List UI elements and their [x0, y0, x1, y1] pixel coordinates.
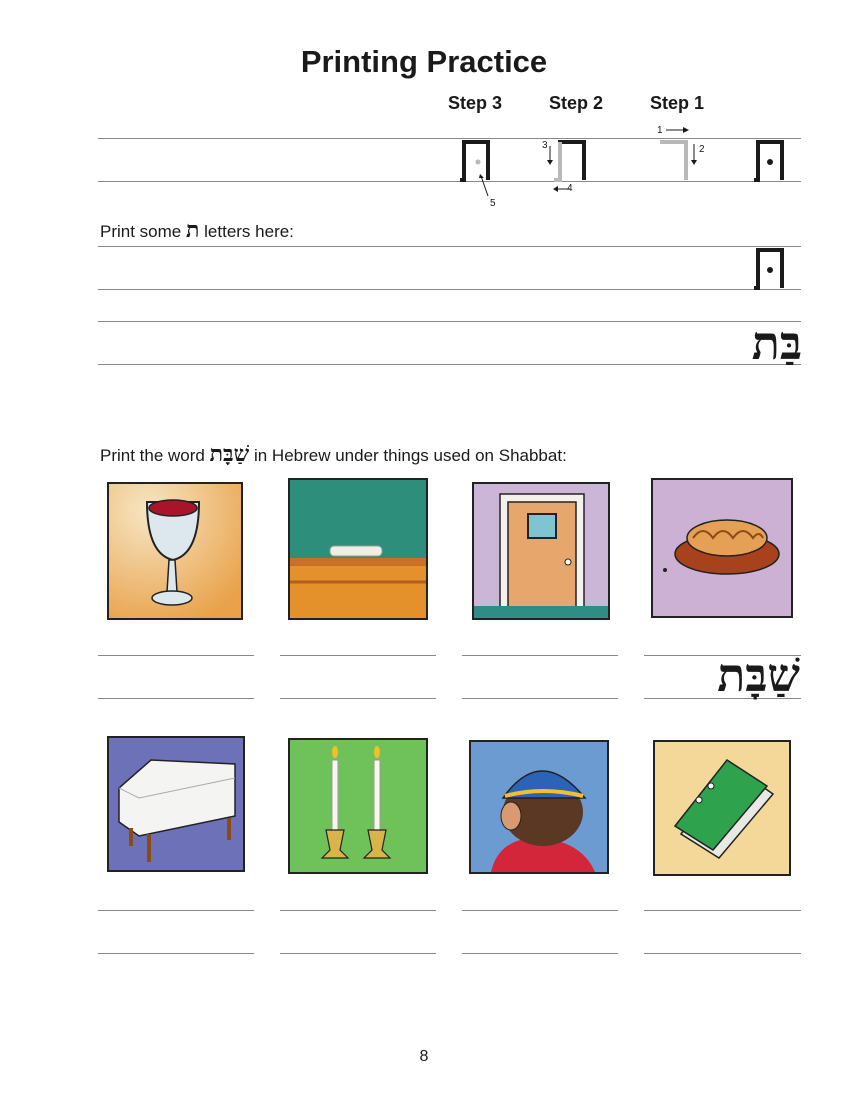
instruction-2-before: Print the word	[100, 446, 205, 465]
model-letter-tav	[748, 136, 792, 186]
answer-line-8-bottom	[644, 953, 801, 954]
instruction-2-word: שַׁבָּת	[209, 441, 250, 467]
practice-line-1-bottom	[98, 289, 801, 290]
step-2-label: Step 2	[549, 93, 604, 113]
answer-line-7-bottom	[462, 953, 618, 954]
instruction-1-before: Print some	[100, 222, 182, 241]
practice-model-tav	[748, 244, 792, 294]
answer-word-shabbat: שַׁבָּת	[717, 648, 800, 702]
stroke-number-4: 4	[567, 183, 573, 194]
practice-line-2-top	[98, 321, 801, 322]
door-icon	[472, 482, 610, 620]
instruction-2-after: in Hebrew under things used on Shabbat:	[253, 446, 567, 465]
candlesticks-icon	[288, 738, 428, 874]
instruction-1-after: letters here:	[204, 222, 294, 241]
instruction-print-letters	[100, 217, 294, 243]
answer-line-2-top	[280, 655, 436, 656]
stroke-number-3: 3	[542, 140, 548, 151]
answer-line-6-top	[280, 910, 436, 911]
answer-line-1-bottom	[98, 698, 254, 699]
answer-line-7-top	[462, 910, 618, 911]
stroke-number-2: 2	[699, 144, 705, 155]
answer-line-1-top	[98, 655, 254, 656]
page-title: Printing Practice	[300, 44, 548, 79]
step-3-label: Step 3	[448, 93, 503, 113]
tablecloth-table-icon	[107, 736, 245, 872]
answer-line-2-bottom	[280, 698, 436, 699]
answer-line-5-top	[98, 910, 254, 911]
instruction-1-letter: ת	[185, 217, 200, 243]
practice-line-1-top	[98, 246, 801, 247]
stroke-number-5: 5	[490, 198, 496, 209]
challah-icon	[651, 478, 793, 618]
notebook-icon	[653, 740, 791, 876]
ark-icon	[288, 478, 428, 620]
answer-line-3-top	[462, 655, 618, 656]
page-number: 8	[419, 1048, 429, 1065]
stroke-number-1: 1	[657, 125, 663, 136]
instruction-print-shabbat	[100, 441, 567, 467]
answer-line-5-bottom	[98, 953, 254, 954]
answer-line-8-top	[644, 910, 801, 911]
answer-line-6-bottom	[280, 953, 436, 954]
model-word-bat: בַּת	[751, 316, 802, 370]
kiddush-cup-icon	[107, 482, 243, 620]
kippah-boy-icon	[469, 740, 609, 874]
step-1-label: Step 1	[650, 93, 705, 113]
answer-line-3-bottom	[462, 698, 618, 699]
practice-line-2-bottom	[98, 364, 801, 365]
